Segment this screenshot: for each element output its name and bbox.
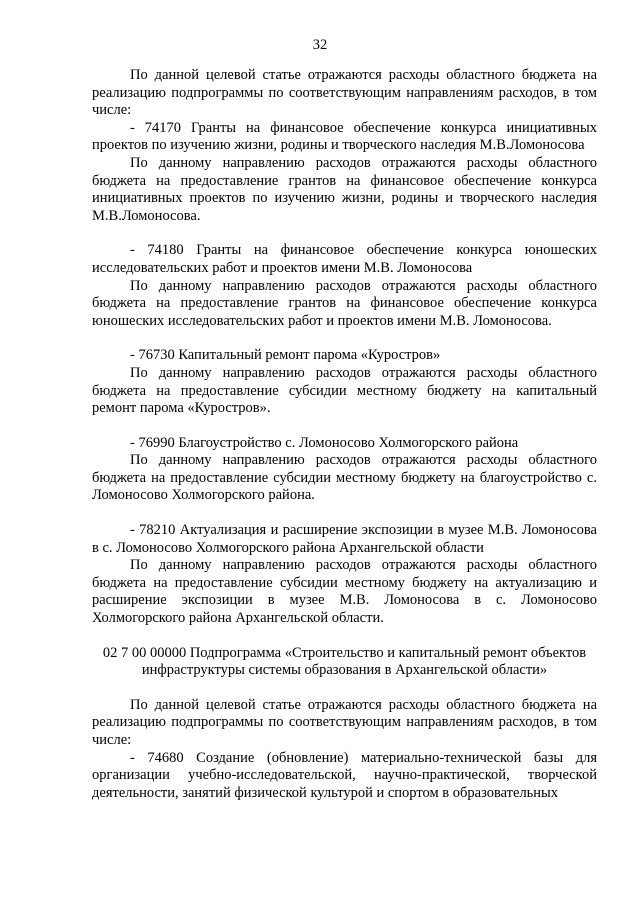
item-74170-description: По данному направлению расходов отражаются расходы областного бюджета на предоставление грантов на финансовое обеспечение конкурса инициативных проектов по изучению жизни, родины и творческого наследия М.В.Ломоносова.	[92, 154, 597, 224]
subprogram-heading: 02 7 00 00000 Подпрограмма «Строительство и капитальный ремонт объектов инфраструктуры системы образования в Архангельской области»	[102, 644, 587, 679]
item-74680-title: - 74680 Создание (обновление) материально-технической базы для организации учебно-исследовательской, научно-практической, творческой деятельности, занятий физической культурой и спортом в образовательных	[92, 749, 597, 801]
item-74170-title: - 74170 Гранты на финансовое обеспечение конкурса инициативных проектов по изучению жизни, родины и творческого наследия М.В.Ломоносова	[92, 119, 597, 154]
intro-paragraph: По данной целевой статье отражаются расходы областного бюджета на реализацию подпрограммы по соответствующим направлениям расходов, в том числе:	[92, 67, 597, 119]
item-76730-description: По данному направлению расходов отражаются расходы областного бюджета на предоставление субсидии местному бюджету на капитальный ремонт парома «Куростров».	[92, 364, 597, 417]
subprogram-intro-paragraph: По данной целевой статье отражаются расходы областного бюджета на реализацию подпрограммы по соответствующим направлениям расходов, в том числе:	[92, 696, 597, 748]
item-78210-title: - 78210 Актуализация и расширение экспозиции в музее М.В. Ломоносова в с. Ломоносово Холмогорского района Архангельской области	[92, 522, 597, 556]
item-76990-description: По данному направлению расходов отражаются расходы областного бюджета на предоставление субсидии местному бюджету на благоустройство с. Ломоносово Холмогорского района.	[92, 452, 597, 504]
page-number: 32	[312, 37, 328, 53]
item-76990-title: - 76990 Благоустройство с. Ломоносово Холмогорского района	[130, 434, 519, 451]
item-74180-description: По данному направлению расходов отражаются расходы областного бюджета на предоставление грантов на финансовое обеспечение конкурса юношеских исследовательских работ и проектов имени М.В. Ломоносова.	[92, 277, 597, 329]
document-body	[92, 67, 597, 802]
item-76730-title: - 76730 Капитальный ремонт парома «Куростров»	[130, 347, 441, 364]
item-74180-title: - 74180 Гранты на финансовое обеспечение конкурса юношеских исследовательских работ и проектов имени М.В. Ломоносова	[92, 242, 597, 276]
item-78210-description: По данному направлению расходов отражаются расходы областного бюджета на предоставление субсидии местному бюджету на актуализацию и расширение экспозиции в музее М.В. Ломоносова в с. Ломоносово Холмогорского района Архангельской области.	[92, 557, 597, 627]
